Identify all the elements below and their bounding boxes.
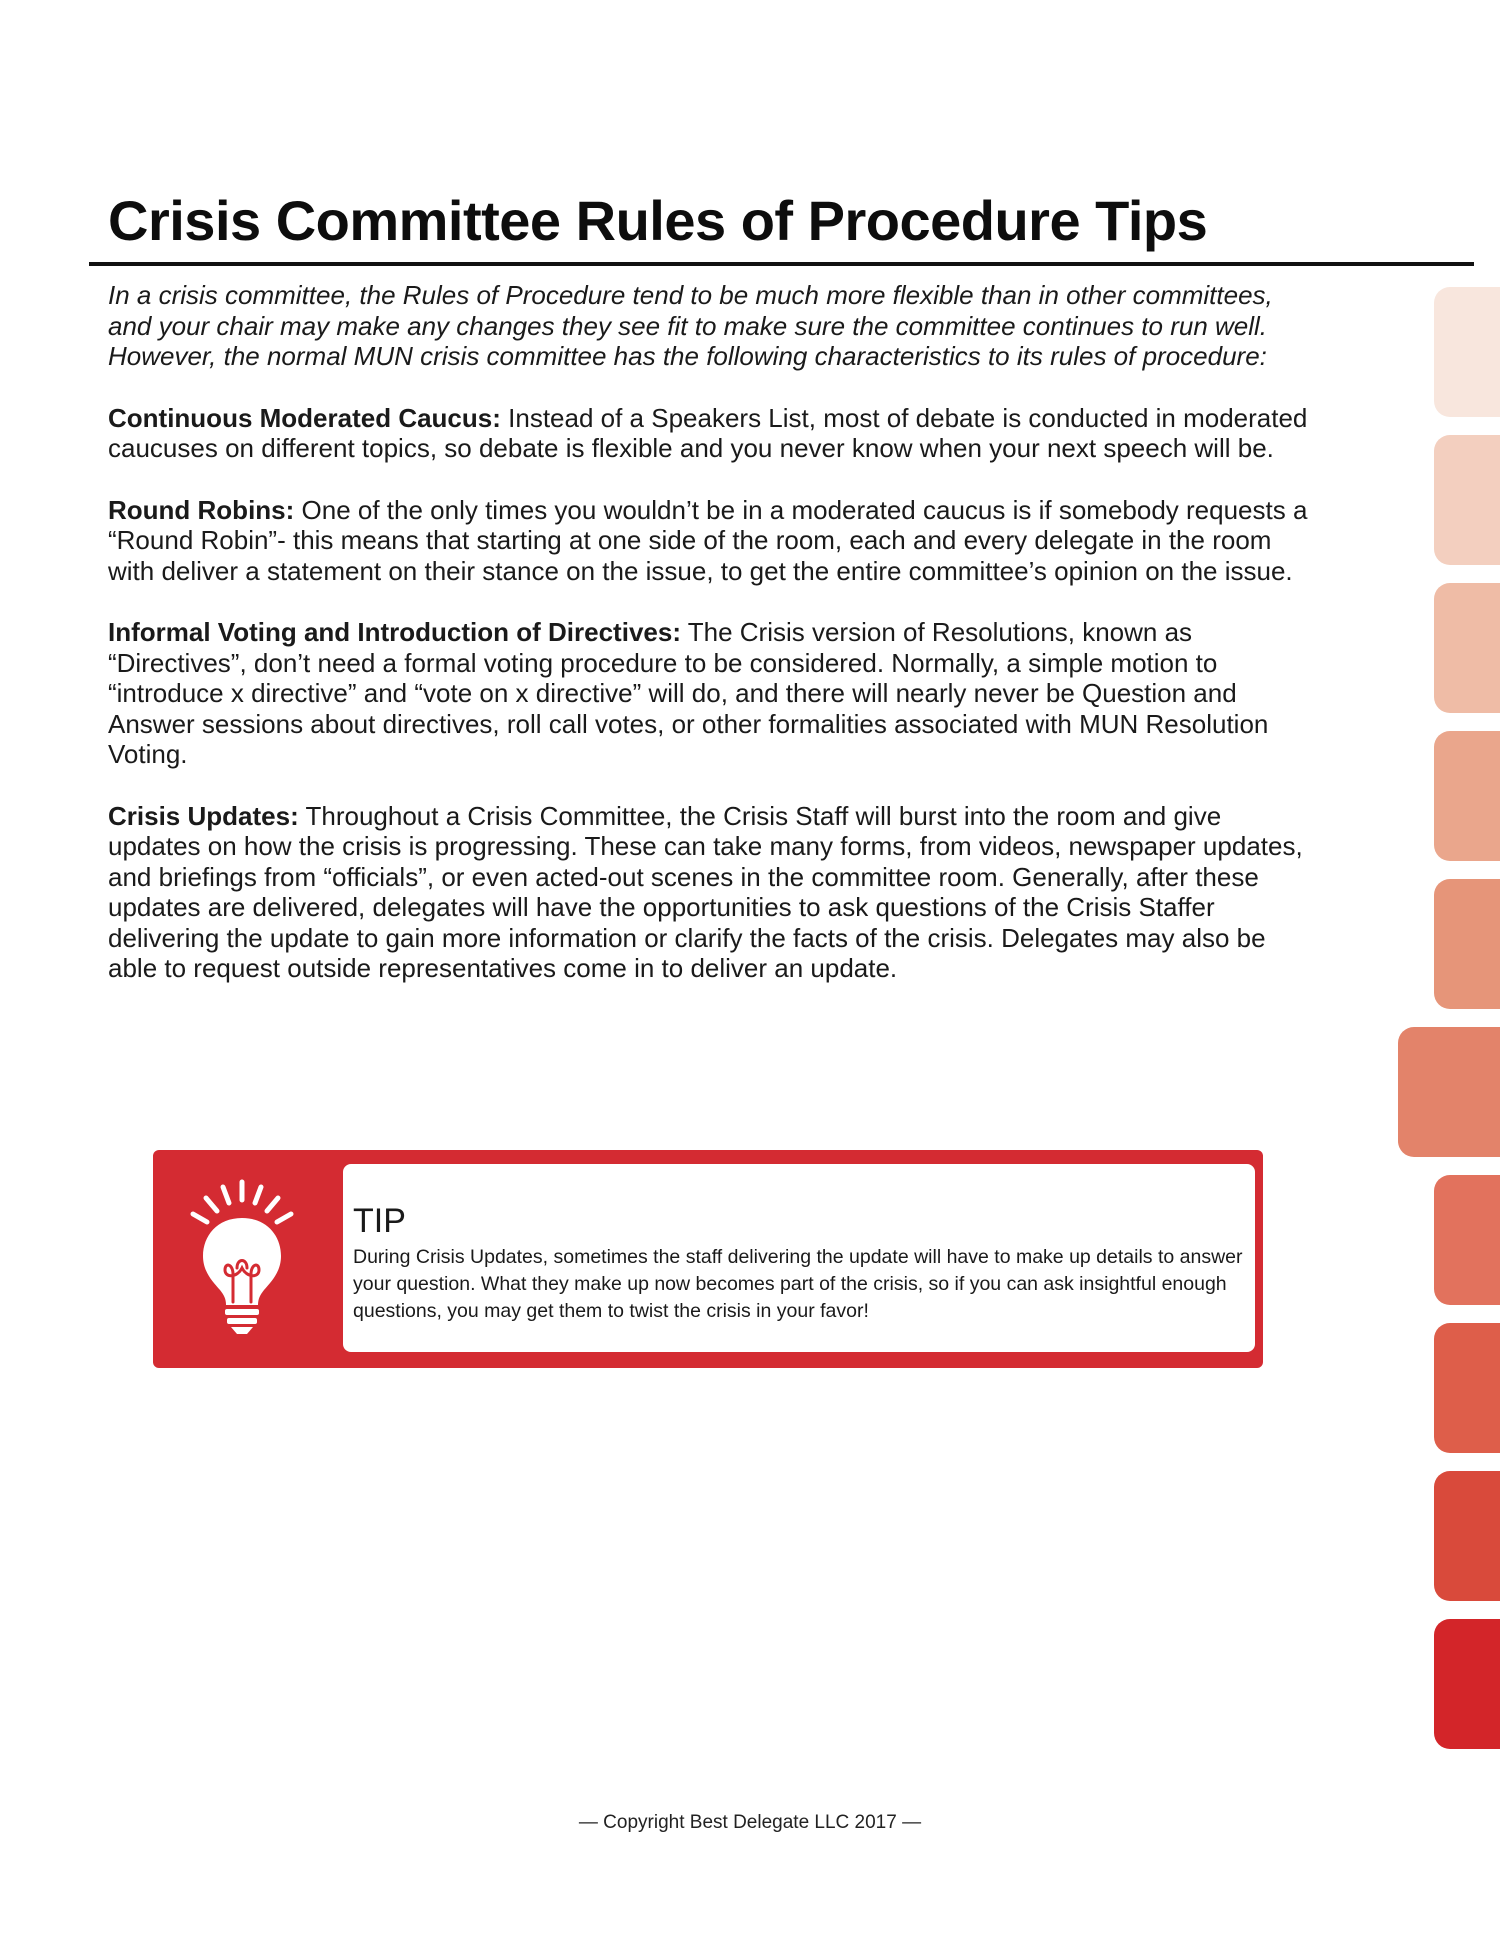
section-tab-8[interactable] (1434, 1323, 1500, 1453)
section-heading: Informal Voting and Introduction of Directives: (108, 617, 681, 647)
title-divider (89, 262, 1474, 266)
tip-text: During Crisis Updates, sometimes the staff delivering the update will have to make up details to answer your question. What they make up now becomes part of the crisis, so if you can ask insightful enough questions, you may get them to twist the crisis in your favor! (353, 1246, 1243, 1322)
tip-label: TIP (353, 1202, 406, 1240)
section-heading: Crisis Updates: (108, 800, 299, 831)
tip-callout (153, 1150, 1263, 1368)
tip-content-panel (343, 1164, 1255, 1352)
section-body: One of the only times you wouldn’t be in a moderated caucus is if somebody requests a “Round Robin”- this means that starting at one side of the room, each and every delegate in the room with deliver a statement on their stance on the issue, to get the entire committee’s opinion on the issue. (108, 494, 1308, 586)
section-tab-7[interactable] (1434, 1175, 1500, 1305)
section-tab-6[interactable] (1398, 1027, 1500, 1157)
section-tab-10[interactable] (1434, 1619, 1500, 1749)
section-body: Instead of a Speakers List, most of debate is conducted in moderated caucuses on different topics, so debate is flexible and you never know when your next speech will be. (108, 402, 1308, 463)
section-heading: Round Robins: (108, 494, 295, 525)
lightbulb-icon (187, 1178, 297, 1338)
section-tab-5[interactable] (1434, 879, 1500, 1009)
section-tab-strip (1420, 0, 1500, 1941)
section-tab-4[interactable] (1434, 731, 1500, 861)
section-round-robins (108, 495, 1318, 587)
section-body: Throughout a Crisis Committee, the Crisis Staff will burst into the room and give updates on how the crisis is progressing. These can take many forms, from videos, newspaper updates, and briefings from “officials”, or even acted-out scenes in the committee room. Generally, after these updates are delivered, delegates will have the opportunities to ask questions of the Crisis Staffer delivering the update to gain more information or clarify the facts of the crisis. Delegates may also be able to request outside representatives come in to deliver an update. (108, 800, 1303, 983)
intro-paragraph: In a crisis committee, the Rules of Procedure tend to be much more flexible than in other committees, and your chair may make any changes they see fit to make sure the committee continues to run well. However, the normal MUN crisis committee has the following characteristics to its rules of procedure: (108, 280, 1273, 371)
section-tab-9[interactable] (1434, 1471, 1500, 1601)
section-tab-1[interactable] (1434, 287, 1500, 417)
main-content (108, 280, 1318, 1015)
section-crisis-updates (108, 801, 1318, 984)
section-body: The Crisis version of Resolutions, known as “Directives”, don’t need a formal voting procedure to be considered. Normally, a simple motion to “introduce x directive” and “vote on x directive” will do, and there will nearly never be Question and Answer sessions about directives, roll call votes, or other formalities associated with MUN Resolution Voting. (108, 617, 1269, 769)
section-continuous-moderated-caucus (108, 403, 1318, 464)
section-tab-3[interactable] (1434, 583, 1500, 713)
section-informal-voting (108, 617, 1318, 770)
copyright-footer: — Copyright Best Delegate LLC 2017 — (578, 1812, 922, 1833)
page-title: Crisis Committee Rules of Procedure Tips (108, 189, 1208, 252)
section-heading: Continuous Moderated Caucus: (108, 402, 501, 433)
section-tab-2[interactable] (1434, 435, 1500, 565)
